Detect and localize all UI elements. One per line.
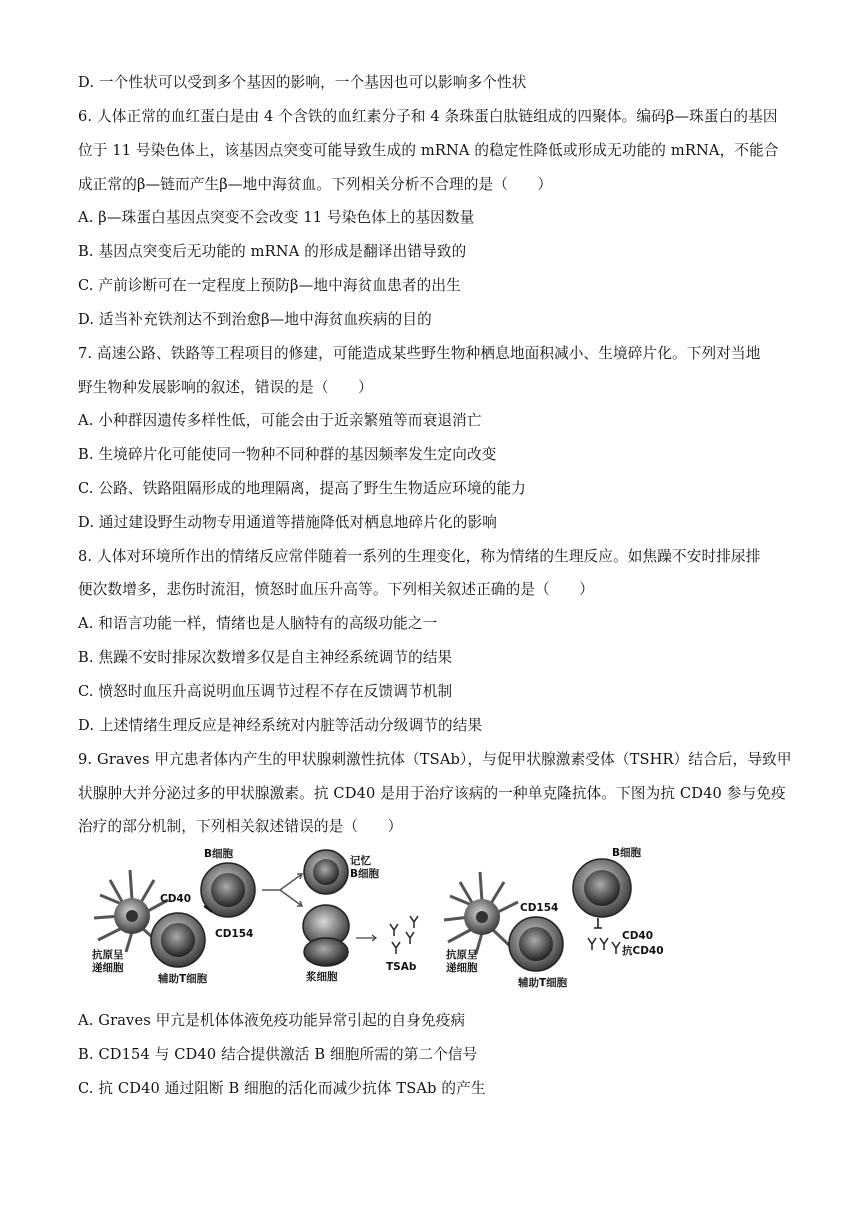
- b-cell-label-right: B细胞: [612, 847, 642, 859]
- question-8-option-c: C. 愤怒时血压升高说明血压调节过程不存在反馈调节机制: [78, 683, 453, 700]
- cd40-label-right: CD40: [622, 930, 654, 942]
- anti-cd40-antibody-icons: [588, 938, 620, 954]
- helper-t-label-left: 辅助T细胞: [158, 973, 208, 985]
- apc-label-line1-right: 抗原呈: [446, 949, 478, 961]
- cd40-label-left: CD40: [160, 893, 192, 905]
- question-9-line-2: 状腺肿大并分泌过多的甲状腺激素。抗 CD40 是用于治疗该病的一种单克隆抗体。下图为抗 CD40 参与免疫: [78, 785, 786, 802]
- question-6-line-3: 成正常的β—链而产生β—地中海贫血。下列相关分析不合理的是（ ）: [78, 176, 553, 193]
- tsab-antibody-icons: [390, 916, 418, 954]
- secretion-arrow: [356, 935, 376, 941]
- question-7-option-a: A. 小种群因遗传多样性低，可能会由于近亲繁殖等而衰退消亡: [78, 412, 482, 429]
- cd154-label-right: CD154: [520, 902, 559, 914]
- plasma-label: 浆细胞: [306, 971, 338, 983]
- apc-label-line2-left: 递细胞: [92, 962, 124, 974]
- anti-cd40-label: 抗CD40: [622, 945, 664, 957]
- question-9-line-3: 治疗的部分机制，下列相关叙述错误的是（ ）: [78, 818, 403, 835]
- question-6-option-b: B. 基因点突变后无功能的 mRNA 的形成是翻译出错导致的: [78, 243, 467, 260]
- question-8-line-2: 便次数增多，悲伤时流泪，愤怒时血压升高等。下列相关叙述正确的是（ ）: [78, 581, 595, 598]
- question-6-option-a: A. β—珠蛋白基因点突变不会改变 11 号染色体上的基因数量: [78, 209, 475, 226]
- question-6-line-1: 6. 人体正常的血红蛋白是由 4 个含铁的血红素分子和 4 条珠蛋白肽链组成的四聚体。编码β—珠蛋白的基因: [78, 108, 778, 125]
- question-6-option-c: C. 产前诊断可在一定程度上预防β—地中海贫血患者的出生: [78, 277, 461, 294]
- b-cell-right: [573, 859, 631, 917]
- apc-cell-right: [444, 872, 518, 954]
- helper-t-cell-left: [151, 913, 205, 967]
- question-8-option-a: A. 和语言功能一样，情绪也是人脑特有的高级功能之一: [78, 615, 438, 632]
- helper-t-cell-right: [509, 917, 563, 971]
- question-9-option-a: A. Graves 甲亢是机体体液免疫功能异常引起的自身免疫病: [78, 1012, 466, 1029]
- question-6-line-2: 位于 11 号染色体上，该基因点突变可能导致生成的 mRNA 的稳定性降低或形成无功能的 mRNA，不能合: [78, 142, 779, 159]
- question-6-option-d: D. 适当补充铁剂达不到治愈β—地中海贫血疾病的目的: [78, 311, 432, 328]
- question-8-option-d: D. 上述情绪生理反应是神经系统对内脏等活动分级调节的结果: [78, 717, 483, 734]
- b-cell-label-left: B细胞: [204, 848, 234, 860]
- apc-label-line1-left: 抗原呈: [92, 949, 124, 961]
- memory-b-cell: [304, 850, 348, 894]
- cd154-label-left: CD154: [215, 928, 254, 940]
- question-8-option-b: B. 焦躁不安时排尿次数增多仅是自主神经系统调节的结果: [78, 649, 453, 666]
- question-9-line-1: 9. Graves 甲亢患者体内产生的甲状腺刺激性抗体（TSAb），与促甲状腺激素受体（TSHR）结合后，导致甲: [78, 751, 792, 768]
- question-9-option-b: B. CD154 与 CD40 结合提供激活 B 细胞所需的第二个信号: [78, 1046, 478, 1063]
- immune-mechanism-figure: [80, 840, 680, 1000]
- question-7-option-c: C. 公路、铁路阻隔形成的地理隔离，提高了野生生物适应环境的能力: [78, 480, 526, 497]
- question-7-option-b: B. 生境碎片化可能使同一物种不同种群的基因频率发生定向改变: [78, 446, 497, 463]
- apc-label-line2-right: 递细胞: [446, 962, 478, 974]
- memory-label-line1: 记忆: [350, 855, 371, 867]
- helper-t-label-right: 辅助T细胞: [518, 977, 568, 989]
- question-8-line-1: 8. 人体对环境所作出的情绪反应常伴随着一系列的生理变化，称为情绪的生理反应。如焦躁不安时排尿排: [78, 548, 761, 565]
- question-7-option-d: D. 通过建设野生动物专用通道等措施降低对栖息地碎片化的影响: [78, 514, 497, 531]
- question-9-option-c: C. 抗 CD40 通过阻断 B 细胞的活化而减少抗体 TSAb 的产生: [78, 1080, 486, 1097]
- memory-label-line2: B细胞: [350, 868, 380, 880]
- text-line: D. 一个性状可以受到多个基因的影响，一个基因也可以影响多个性状: [78, 74, 527, 91]
- question-7-line-1: 7. 高速公路、铁路等工程项目的修建，可能造成某些野生物种栖息地面积减小、生境碎片化。下列对当地: [78, 345, 761, 362]
- plasma-cell: [303, 905, 349, 966]
- tsab-label: TSAb: [386, 961, 417, 973]
- question-7-line-2: 野生物种发展影响的叙述，错误的是（ ）: [78, 379, 373, 396]
- differentiation-arrows: [262, 874, 302, 906]
- cd40-receptor-right: [594, 918, 602, 928]
